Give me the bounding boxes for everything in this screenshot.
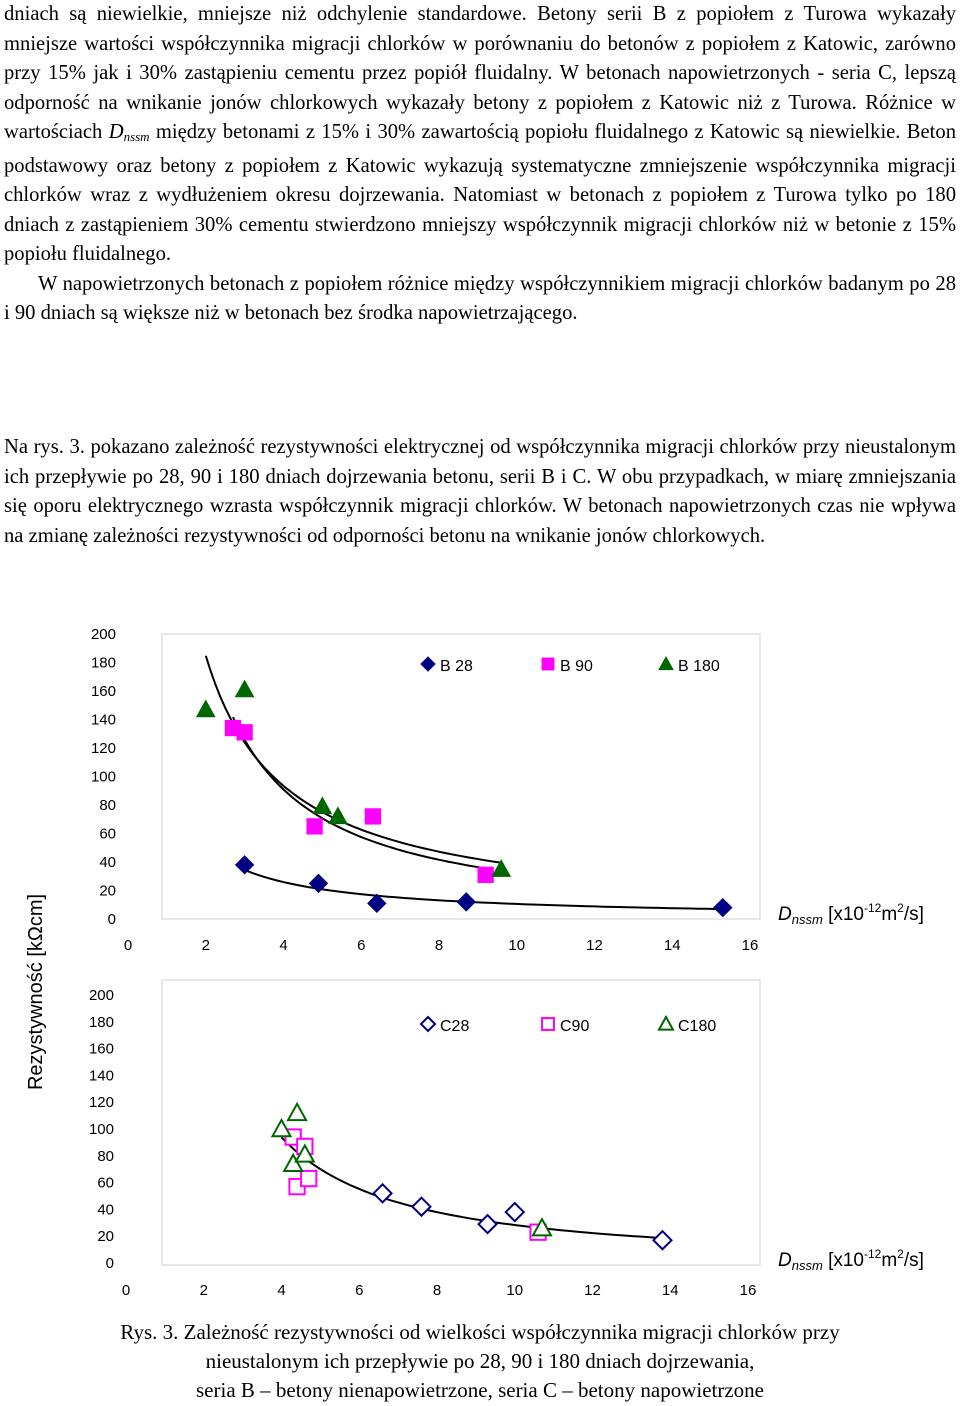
- x-label-end: /s]: [903, 1250, 924, 1271]
- y-tick-label: 140: [90, 711, 116, 729]
- x-tick-label: 0: [121, 1282, 131, 1299]
- y-tick-label: 20: [99, 882, 116, 900]
- x-label-sub: nssm: [791, 912, 823, 927]
- data-point-square: [365, 809, 380, 824]
- y-tick-label: 40: [97, 1201, 114, 1219]
- y-axis-label: Rezystywność [kΩcm]: [25, 893, 47, 1091]
- x-axis-label-bottom: [778, 1247, 924, 1273]
- x-label-mid: [x10: [822, 904, 864, 925]
- text-line: B i C. W obu przypadkach, w miarę zmniejszania się oporu elektrycznego wzrasta: [4, 465, 957, 517]
- text-line: Na rys. 3. pokazano zależność rezystywności elektrycznej od współczynnika migracji: [4, 436, 714, 458]
- y-tick-label: 0: [105, 1255, 114, 1272]
- y-tick-label: 160: [90, 683, 116, 700]
- x-tick-label: 16: [739, 1282, 757, 1299]
- x-tick-label: 4: [277, 1282, 286, 1299]
- data-point-triangle: [273, 1120, 291, 1136]
- symbol-d: D: [108, 121, 124, 143]
- x-label-exp: -12: [864, 901, 882, 915]
- body-text: [4, 0, 956, 329]
- y-tick-label: 120: [88, 1094, 114, 1112]
- text-line: chlorków badanym po 28 i 90 dniach są większe niż w betonach bez środka: [4, 272, 956, 324]
- y-tick-label: 180: [90, 654, 116, 672]
- text-line: chlorków przy nieustalonym ich przepływie po 28, 90 i 180 dniach dojrzewania betonu, serii: [4, 436, 956, 488]
- text-line: dojrzewania. Natomiast w betonach z popiołem z Turowa tylko po 180 dniach z: [4, 184, 956, 236]
- x-label-sub: nssm: [791, 1258, 823, 1273]
- y-tick-label: 40: [99, 854, 116, 871]
- text-line: jonów chlorkowych wykazały betony z popiołem z Katowic niż z Turowa. Różnice w: [210, 91, 957, 114]
- text-line: dniach są niewielkie, mniejsze niż odchylenie standardowe. Betony serii B z popiołem: [4, 3, 775, 25]
- x-label-mid: [x10: [822, 1250, 864, 1271]
- text-line: wartościach: [4, 121, 109, 143]
- text-line: W napowietrzonych betonach z popiołem różnice między współczynnikiem migracji: [38, 272, 740, 295]
- chart-series-c: [89, 980, 760, 1299]
- data-point-diamond: [236, 856, 254, 874]
- data-point-square: [301, 1171, 316, 1186]
- trend-line: [233, 717, 486, 868]
- text-line: popiół fluidalny. W betonach napowietrzonych - seria C, lepszą odporność na wnikanie: [4, 62, 956, 114]
- text-line: systematyczne zmniejszenie współczynnika migracji chlorków wraz z wydłużeniem okresu: [4, 154, 956, 206]
- x-label-end: /s]: [903, 904, 924, 925]
- text-line: współczynnik migracji chlorków. W betonach napowietrzonych czas nie wpływa na zmianę: [4, 495, 957, 547]
- paragraph-1: [4, 0, 956, 270]
- caption-line: Rys. 3. Zależność rezystywności od wielkości współczynnika migracji chlorków przy: [120, 1320, 840, 1344]
- x-tick-label: 0: [123, 937, 133, 954]
- data-point-triangle: [329, 807, 347, 823]
- data-point-triangle: [288, 1104, 306, 1120]
- paragraph-3: [4, 433, 956, 551]
- text-line: betonie z 15% popiołu fluidalnego.: [4, 213, 956, 265]
- data-point-diamond: [653, 1231, 671, 1249]
- y-tick-label: 100: [90, 768, 116, 786]
- paragraph-2: [4, 270, 956, 329]
- data-point-square: [478, 867, 493, 882]
- x-tick-label: 6: [357, 937, 366, 954]
- y-tick-label: 140: [88, 1067, 114, 1085]
- legend-label: B 90: [560, 658, 593, 675]
- x-tick-label: 16: [741, 937, 759, 954]
- y-tick-label: 0: [107, 911, 116, 928]
- chart-series-b: [91, 626, 760, 954]
- x-label-exp2: 2: [897, 1247, 904, 1261]
- symbol-subscript: nssm: [123, 129, 150, 144]
- caption-line: nieustalonym ich przepływie po 28, 90 i 180 dniach dojrzewania,: [205, 1349, 755, 1373]
- x-tick-label: 8: [432, 1282, 442, 1299]
- data-point-diamond: [714, 899, 732, 917]
- x-tick-label: 4: [279, 937, 288, 954]
- legend-label: C28: [440, 1018, 470, 1035]
- data-point-triangle: [197, 701, 215, 717]
- text-line: z Turowa wykazały mniejsze wartości współczynnika migracji chlorków w porównaniu: [4, 3, 956, 55]
- x-axis-label-top: [778, 901, 924, 927]
- data-point-diamond: [479, 1215, 497, 1233]
- x-tick-label: 14: [663, 937, 681, 954]
- legend-marker-square: [542, 658, 554, 670]
- y-tick-label: 80: [97, 1147, 114, 1165]
- x-tick-label: 2: [201, 937, 210, 954]
- x-tick-label: 2: [199, 1282, 208, 1299]
- x-label-symbol: D: [778, 904, 792, 925]
- y-tick-label: 60: [97, 1174, 114, 1192]
- y-tick-label: 120: [90, 740, 116, 757]
- figure-caption: [0, 1318, 960, 1405]
- x-label-symbol: D: [778, 1250, 792, 1271]
- text-line: zastąpieniem 30% cementu stwierdzono mniejszy współczynnik migracji chlorków niż w: [80, 213, 830, 236]
- x-tick-label: 14: [661, 1282, 679, 1299]
- x-label-exp: -12: [864, 1247, 882, 1261]
- trend-line: [206, 656, 501, 863]
- x-tick-label: 10: [506, 1282, 524, 1299]
- data-point-diamond: [506, 1203, 524, 1221]
- x-label-exp2: 2: [897, 901, 904, 915]
- x-label-unit: m: [881, 1250, 898, 1271]
- y-tick-label: 80: [99, 797, 116, 814]
- figure-3: [0, 610, 960, 1310]
- data-point-diamond: [412, 1198, 430, 1216]
- data-point-square: [237, 725, 252, 740]
- data-point-square: [307, 819, 322, 834]
- y-tick-label: 160: [88, 1040, 114, 1058]
- y-tick-label: 20: [97, 1228, 114, 1246]
- data-point-triangle: [236, 681, 254, 697]
- legend-marker-square: [542, 1018, 554, 1030]
- body-text-2: [4, 433, 956, 551]
- x-tick-label: 10: [508, 937, 526, 954]
- x-tick-label: 8: [434, 937, 444, 954]
- data-point-triangle: [313, 797, 331, 813]
- legend-label: B 28: [440, 658, 473, 675]
- y-tick-label: 180: [88, 1013, 114, 1031]
- y-tick-label: 200: [90, 626, 116, 643]
- y-tick-label: 60: [99, 825, 116, 843]
- text-line: do betonów z popiołem z Katowic, zarówno przy 15% jak i 30% zastąpieniu cementu przez: [4, 32, 957, 84]
- data-point-diamond: [457, 893, 475, 911]
- x-tick-label: 12: [586, 937, 603, 954]
- text-line: między betonami z 15% i 30% zawartością popiołu fluidalnego z Katowic: [149, 121, 780, 143]
- legend-label: C90: [560, 1018, 590, 1035]
- x-tick-label: 6: [355, 1282, 364, 1299]
- trend-line: [282, 1137, 663, 1238]
- text-line: zależności rezystywności od odporności betonu na wnikanie jonów chlorkowych.: [93, 524, 766, 547]
- legend: [400, 644, 750, 686]
- caption-line: seria B – betony nienapowietrzone, seria C – betony napowietrzone: [196, 1378, 764, 1402]
- legend-label: B 180: [678, 658, 720, 675]
- y-tick-label: 100: [88, 1121, 114, 1138]
- legend-label: C180: [678, 1018, 717, 1035]
- y-tick-label: 200: [88, 987, 114, 1004]
- x-label-unit: m: [881, 904, 898, 925]
- legend: [400, 1004, 750, 1046]
- text-line: są niewielkie. Beton podstawowy oraz betony z popiołem z Katowic wykazują: [4, 121, 956, 177]
- x-tick-label: 12: [584, 1282, 601, 1299]
- text-line: napowietrzającego.: [418, 302, 578, 324]
